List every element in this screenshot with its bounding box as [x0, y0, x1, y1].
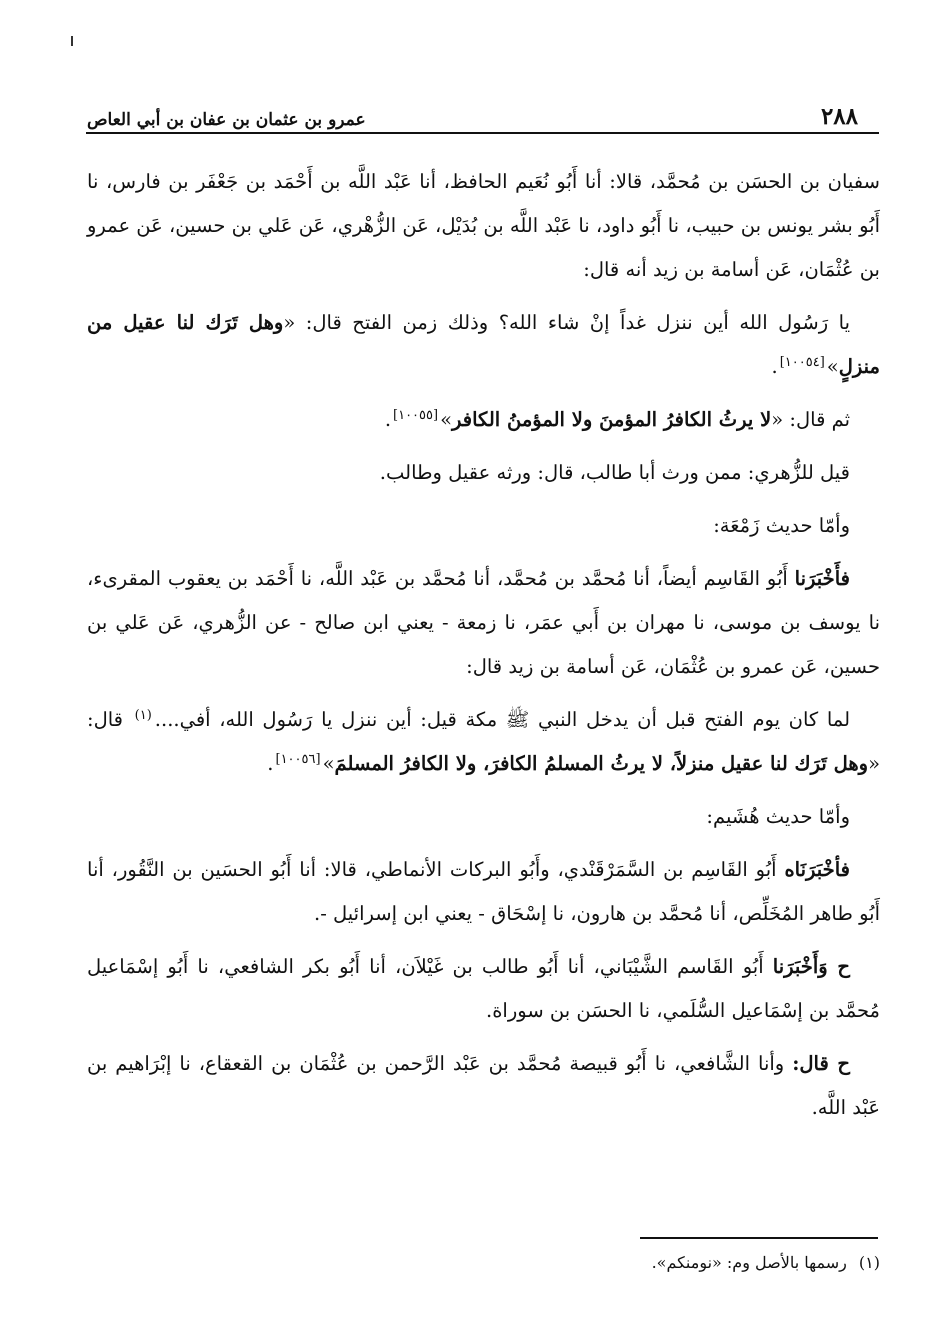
paragraph-10: ح وَأَخْبَرَنا أَبُو القَاسم الشَّيْبَاني، أنا أَبُو طالب بن غَيْلاَن، أنا أَبُو بكر الشافعي، نا أَبُو إسْمَاعيل مُحمَّد بن إسْمَاعيل السُّلَمي، نا الحسَن بن سوراة. [87, 955, 880, 1022]
hadith-ref: [١٠٠٥٤] [779, 354, 825, 370]
isnad-opening: قال: [792, 1052, 829, 1075]
page-number: ٢٨٨ [820, 103, 858, 130]
body-text [87, 160, 880, 1139]
scan-mark [71, 36, 73, 46]
hadith-text: وهل تَرَك لنا عقيل من منزلٍ [87, 311, 880, 378]
paragraph-2: يا رَسُول الله أين ننزل غداً إنْ شاء الله؟ وذلك زمن الفتح قال: «وهل تَرَك لنا عقيل من منزلٍ»[١٠٠٥٤]. [87, 311, 880, 378]
footnote-marker[interactable]: (١) [134, 707, 152, 723]
paragraph-4: قيل للزُّهري: ممن ورث أبا طالب، قال: ورثه عقيل وطالب. [379, 461, 850, 484]
footnote-rule [640, 1237, 878, 1239]
paragraph-3: ثم قال: «لا يرثُ الكافرُ المؤمنَ ولا المؤمنُ الكافر»[١٠٠٥٥]. [384, 407, 850, 431]
hadith-ref: [١٠٠٥٦] [275, 751, 321, 767]
paragraph-11: ح قال: وأنا الشَّافعي، نا أَبُو قبيصة مُحمَّد بن عَبْد الرَّحمن بن عُثْمَان بن القعقاع، نا إبْرَاهيم بن عَبْد اللَّه. [87, 1052, 880, 1119]
paragraph-6: فأَخْبَرَنا أَبُو القَاسِم أيضاً، أنا مُحمَّد بن مُحمَّد، أنا مُحمَّد بن عَبْد اللَّه، نا أَحْمَد بن يعقوب المقرىء، نا يوسف بن موسى، نا مهران بن أَبي عمَر، نا زمعة - يعني ابن صالح - عن الزُّهري، عَن عَلي بن حسين، عَن عمرو بن عُثْمَان، عَن أسامة بن زيد قال: [87, 567, 880, 678]
footnote-number: (١) [858, 1253, 880, 1272]
paragraph-7: لما كان يوم الفتح قبل أن يدخل النبي ﷺ مكة قيل: أين ننزل يا رَسُول الله، أفي....$^{(١)}$ قال: «وهل تَرَك لنا عقيل منزلاً، لا يرثُ المسلمُ الكافرَ، ولا الكافرُ المسلمَ»[١٠٠٥٦]. [87, 707, 880, 775]
footnote-text: رسمها بالأصل وم: «نومنكم». [651, 1253, 847, 1272]
isnad-opening: فأَخْبَرَنا [794, 567, 850, 590]
footnote [87, 1248, 880, 1278]
hadith-ref: [١٠٠٥٥] [393, 407, 439, 423]
paragraph-9: فأخْبَرَنَاه أَبُو القَاسِم بن السَّمَرْقَنْدي، وأَبُو البركات الأنماطي، قالا: أنا أَبُو الحسَين بن النَّقُور، أنا أَبُو طاهر المُخَلِّص، أنا مُحمَّد بن هارون، نا إسْحَاق - يعني ابن إسرائيل -. [87, 858, 880, 925]
header-title: عمرو بن عثمان بن عفان بن أبي العاص [87, 110, 366, 130]
isnad-opening: وَأَخْبَرَنا [772, 955, 828, 978]
section-heading-zamaa: وأمّا حديث زَمْعَة: [713, 514, 850, 537]
isnad-opening: فأخْبَرَنَاه [784, 858, 850, 881]
header-rule [86, 132, 879, 134]
running-header [87, 96, 858, 130]
hadith-text: وهل تَرَك لنا عقيل منزلاً، لا يرثُ المسلمُ الكافرَ، ولا الكافرُ المسلمَ [334, 752, 869, 775]
hadith-text: لا يرثُ الكافرُ المؤمنَ ولا المؤمنُ الكافر [452, 408, 772, 431]
paragraph-1: سفيان بن الحسَن بن مُحمَّد، قالا: أنا أَبُو نُعَيم الحافظ، أنا عَبْد اللَّه بن أَحْمَد بن جَعْفَر بن فارس، نا أَبُو بشر يونس بن حبيب، نا أَبُو داود، نا عَبْد اللَّه بن بُدَيْل، عَن الزُّهْري، عَن عَلي بن حسين، عَن عمرو بن عُثْمَان، عَن أسامة بن زيد أنه قال: [87, 170, 880, 281]
section-heading-hushaym: وأمّا حديث هُشَيم: [706, 805, 850, 828]
